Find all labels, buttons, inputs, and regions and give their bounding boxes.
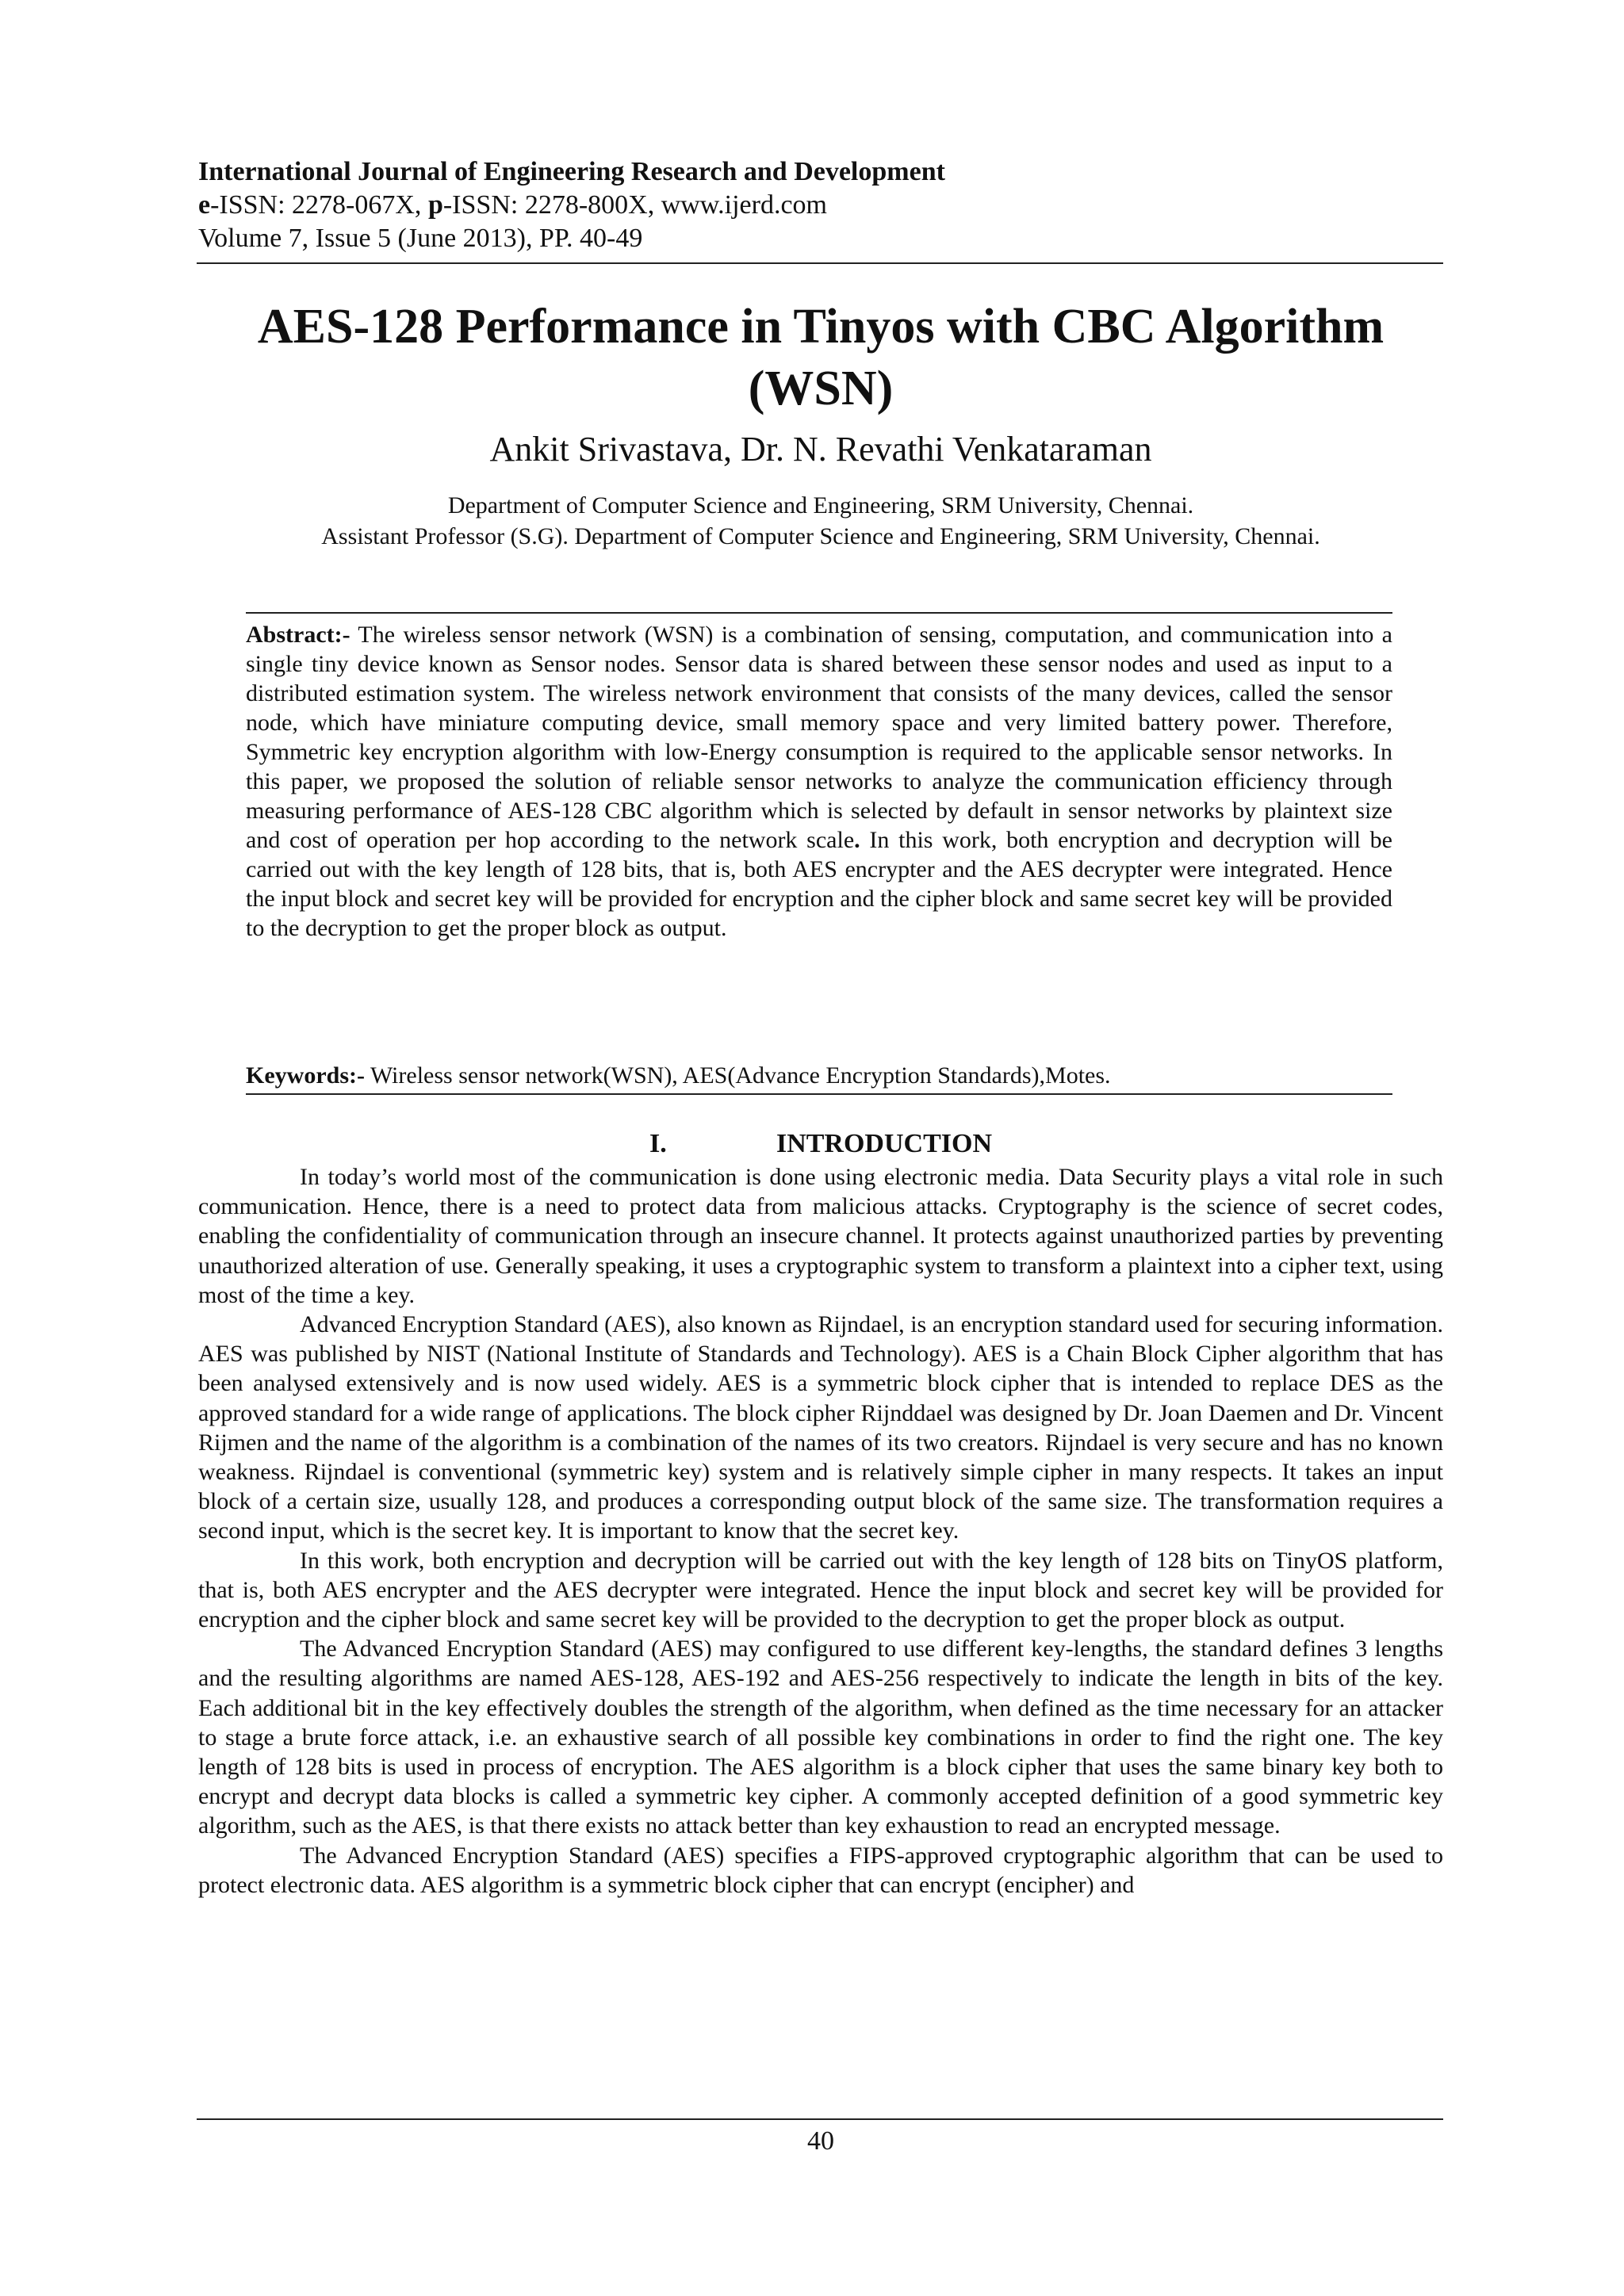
section-title: INTRODUCTION [776,1129,993,1158]
affiliation-1: Department of Computer Science and Engineering, SRM University, Chennai. [447,492,1194,519]
eissn-prefix: e [198,190,211,220]
journal-header [198,155,1443,255]
footer-divider [197,2118,1443,2120]
title-line-2: (WSN) [748,362,894,415]
keywords-label: Keywords:- [246,1062,365,1089]
issn-line [198,189,1443,222]
keywords-divider [246,1093,1392,1095]
pissn-prefix: p [427,190,443,220]
paragraph: In this work, both encryption and decryption will be carried out with the key length of 128 bits on TinyOS platform, that is, both AES encrypter and the AES decrypter were integrated. Hence the input block and secret key will be provided for encryption and the cipher block and same secret key will be provided to the decryption to get the proper block as output. [198,1547,1443,1633]
paragraph: The Advanced Encryption Standard (AES) specifies a FIPS-approved cryptographic algorithm that can be used to protect electronic data. AES algorithm is a symmetric block cipher that can encrypt (encipher) and [198,1842,1443,1898]
abstract-text-b: In this work, both encryption and decryption will be carried out with the key length of 128 bits, that is, both AES encrypter and the AES decrypter were integrated. Hence the input block and secret key will be provided for encryption and the cipher block and same secret key will be provided to the decryption to get the proper block as output. [246,827,1392,941]
authors: Ankit Srivastava, Dr. N. Revathi Venkataraman [489,430,1152,469]
eissn-text: -ISSN: 2278-067X, [210,190,428,220]
header-divider [197,262,1443,264]
abstract-period: . [854,827,860,853]
abstract-label: Abstract:- [246,622,350,648]
paragraph: In today’s world most of the communication is done using electronic media. Data Security plays a vital role in such communication. Hence, there is a need to protect data from malicious attacks. Cryptography is the science of secret codes, enabling the confidentiality of communication through an insecure channel. It protects against unauthorized parties by preventing unauthorized alteration of use. Generally speaking, it uses a cryptographic system to transform a plaintext into a cipher text, using most of the time a key. [198,1164,1443,1308]
abstract-top-divider [246,612,1392,614]
page-number: 40 [807,2126,834,2156]
section-number: I. [649,1129,667,1158]
paragraph: Advanced Encryption Standard (AES), also known as Rijndael, is an encryption standard used for securing information. AES was published by NIST (National Institute of Standards and Technology). AES is a Chain Block Cipher algorithm that has been analysed extensively and is now used widely. AES is a symmetric block cipher that is intended to replace DES as the approved standard for a wide range of applications. The block cipher Rijnddael was designed by Dr. Joan Daemen and Dr. Vincent Rijmen and the name of the algorithm is a combination of the names of its two creators. Rijndael is very secure and has no known weakness. Rijndael is conventional (symmetric key) system and is relatively simple cipher in many respects. It takes an input block of a certain size, usually 128, and produces a corresponding output block of the same size. The transformation requires a second input, which is the secret key. It is important to know that the secret key. [198,1311,1443,1544]
abstract [246,620,1392,943]
section-heading [198,1127,1443,1161]
affiliation-2: Assistant Professor (S.G). Department of Computer Science and Engineering, SRM University, Chennai. [321,523,1320,549]
keywords-text: Wireless sensor network(WSN), AES(Advance Encryption Standards),Motes. [364,1062,1111,1089]
pissn-text: -ISSN: 2278-800X, www.ijerd.com [442,190,827,220]
keywords [246,1061,1392,1090]
volume-line: Volume 7, Issue 5 (June 2013), PP. 40-49 [198,224,643,253]
paper-title [198,296,1443,419]
body-text [198,1162,1443,1900]
title-line-1: AES-128 Performance in Tinyos with CBC Algorithm [257,300,1385,354]
affiliations [198,490,1443,552]
abstract-text-a: The wireless sensor network (WSN) is a combination of sensing, computation, and communication into a single tiny device known as Sensor nodes. Sensor data is shared between these sensor nodes and used as input to a distributed estimation system. The wireless network environment that consists of the many devices, called the sensor node, which have miniature computing device, small memory space and very limited battery power. Therefore, Symmetric key encryption algorithm with low-Energy consumption is required to the applicable sensor networks. In this paper, we proposed the solution of reliable sensor networks to analyze the communication efficiency through measuring performance of AES-128 CBC algorithm which is selected by default in sensor networks by plaintext size and cost of operation per hop according to the network scale [246,622,1392,853]
journal-name: International Journal of Engineering Research and Development [198,157,945,186]
paragraph: The Advanced Encryption Standard (AES) may configured to use different key-lengths, the standard defines 3 lengths and the resulting algorithms are named AES-128, AES-192 and AES-256 respectively to indicate the length in bits of the key. Each additional bit in the key effectively doubles the strength of the algorithm, when defined as the time necessary for an attacker to stage a brute force attack, i.e. an exhaustive search of all possible key combinations in order to find the right one. The key length of 128 bits is used in process of encryption. The AES algorithm is a block cipher that uses the same binary key both to encrypt and decrypt data blocks is called a symmetric key cipher. A commonly accepted definition of a good symmetric key algorithm, such as the AES, is that there exists no attack better than key exhaustion to read an encrypted message. [198,1636,1443,1839]
